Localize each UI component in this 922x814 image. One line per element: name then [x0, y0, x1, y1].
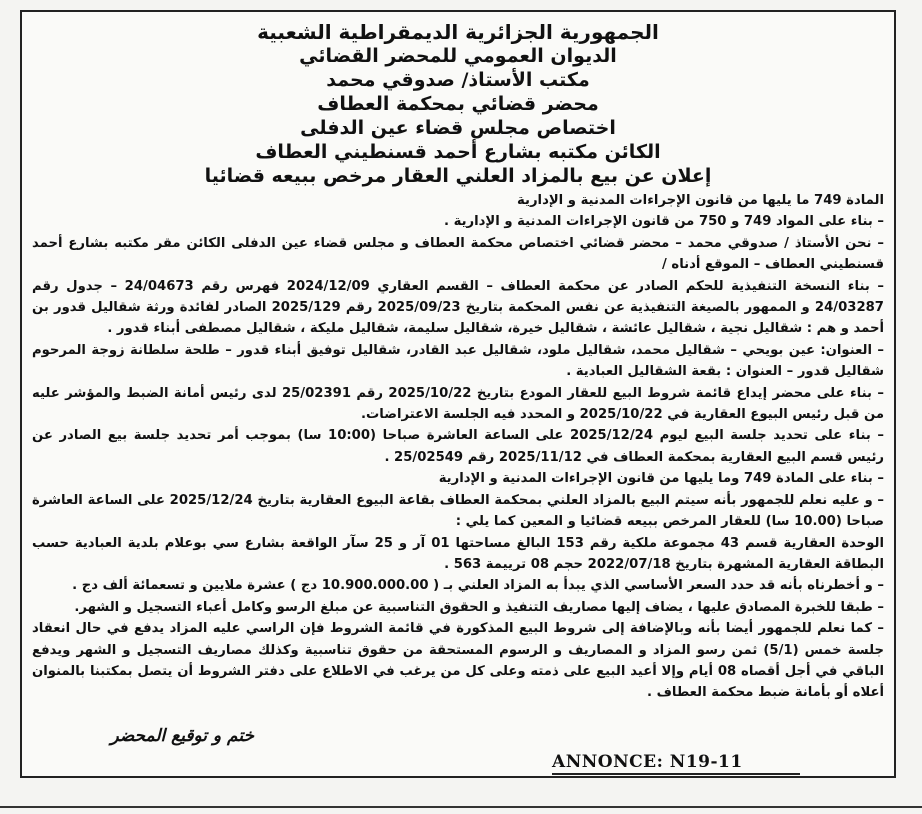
- paragraph-fees: – طبقا للخبرة المصادق عليها ، يضاف إليها مصاريف التنفيذ و الحقوق التناسبية عن مبلغ الرسو وكامل أعباء التسجيل و الشهر.: [74, 599, 884, 615]
- bureau-title: مكتب الأستاذ/ صدوقي محمد: [326, 69, 590, 91]
- paragraph-payment: – كما نعلم للجمهور أيضا بأنه وبالإضافة إلى شروط البيع المذكورة في قائمة الشروط فإن الراسي عليه المزاد يدفع في حال انعقاد جلسة خمس (5/1) ثمن رسو المزاد و المصاريف و الرسوم المستحقة من حقوق تناسبية وكذلك مصاريف التسجيل و الشهر ويدفع الباقي في أجل أقصاه 08 أيام وإلا أعيد البيع على ذمته وعلى كل من يرغب في الاطلاع على دفتر الشروط أن يتصل بمكتبنا بالمنوان أعلاه أو بأمانة ضبط محكمة العطاف .: [32, 621, 884, 701]
- annonce-underline: [552, 773, 800, 775]
- paragraph-deposit: – بناء على محضر إيداع قائمة شروط البيع للعقار المودع بتاريخ 2025/10/22 رقم 25/02391 لدى رئيس أمانة الضبط والمؤشر عليه من قبل رئيس البيوع العقارية في 2025/10/22 و المحدد فيه الجلسة الاعتراضات.: [32, 385, 884, 423]
- page-bottom-rule: [0, 806, 922, 808]
- annonce-number: ANNONCE: N19-11: [552, 752, 743, 772]
- notice-header: [22, 12, 894, 188]
- paragraph-article-749: – بناء على المادة 749 وما يليها من قانون الإجراءات المدنية و الإدارية: [438, 471, 884, 487]
- paragraph-session: – بناء على تحديد جلسة البيع ليوم 2025/12/24 على الساعة العاشرة صباحا (10:00 سا) بموجب أمر تحديد جلسة بيع الصادر عن رئيس قسم البيع العقارية بمحكمة العطاف في 2025/11/12 رقم 25/02549 .: [32, 428, 884, 465]
- bailiff-title: محضر قضائي بمحكمة العطاف: [317, 93, 599, 115]
- paragraph-property: الوحدة العقارية قسم 43 مجموعة ملكية رقم 153 البالغ مساحتها 01 آر و 25 سآر الواقعة بشارع سي بوعلام بلدية العبادية حسب البطاقة العقارية المشهرة بتاريخ 2022/07/18 حجم 08 ترييمة 563 .: [32, 535, 884, 572]
- paragraph-article: المادة 749 ما يليها من قانون الإجراءات المدنية و الإدارية: [517, 193, 884, 208]
- paragraph-price: – و أخطرناه بأنه قد حدد السعر الأساسي الذي يبدأ به المزاد العلني بـ ( 10.900.000.00 دج ) عشرة ملايين و تسعمائة ألف دج .: [72, 578, 884, 594]
- paragraph-bailiff: – نحن الأستاذ / صدوقي محمد – محضر قضائي اختصاص محكمة العطاف و مجلس قضاء عين الدفلى الكائن مقر مكتبه بشارع أحمد قسنطيني العطاف – الموقع أدناه /: [32, 235, 884, 273]
- paragraph-address: – العنوان: عين بويحي – شقاليل محمد، شقاليل ملود، شقاليل عبد القادر، شقاليل توفيق أبناء قدور – طلحة سلطانة زوجة المرحوم شقاليل قدور – العنوان : بقعة الشقاليل العبادية .: [32, 342, 884, 380]
- address-title: الكائن مكتبه بشارع أحمد قسنطيني العطاف: [255, 141, 661, 163]
- notice-frame: [20, 10, 896, 778]
- office-title: الديوان العمومي للمحضر القضائي: [299, 45, 617, 67]
- jurisdiction-title: اختصاص مجلس قضاء عين الدفلى: [300, 117, 616, 139]
- paragraph-judgment: – بناء النسخة التنفيذية للحكم الصادر عن محكمة العطاف – القسم العقاري 2024/12/09 فهرس رقم 24/04673 – جدول رقم 24/03287 و الممهور بالصيغة التنفيذية عن نفس المحكمة بتاريخ 2025/09/23 رقم 2025/129 الصادر لفائدة ورثة شقاليل قدور بن أحمد و هم : شقاليل نجية ، شقاليل عائشة ، شقاليل خيرة، شقاليل سليمة، شقاليل مليكة ، شقاليل مصطفى أبناء قدور .: [32, 278, 884, 337]
- paragraph-public-notice: – و عليه نعلم للجمهور بأنه سيتم البيع بالمزاد العلني بمحكمة العطاف بقاعة البيوع العقارية بتاريخ 2025/12/24 على الساعة العاشرة صباحا (10.00 سا) للعقار المرخص ببيعه قضائيا و المعين كما يلي :: [32, 492, 884, 530]
- paragraph-legal-basis: – بناء على المواد 749 و 750 من قانون الإجراءات المدنية و الإدارية .: [443, 214, 884, 230]
- republic-title: الجمهورية الجزائرية الديمقراطية الشعبية: [257, 20, 659, 44]
- signature-stamp: ختم و توقيع المحضر: [110, 726, 254, 746]
- notice-title: إعلان عن بيع بالمزاد العلني العقار مرخص ببيعه قضائيا: [204, 165, 712, 187]
- notice-body: [22, 188, 894, 704]
